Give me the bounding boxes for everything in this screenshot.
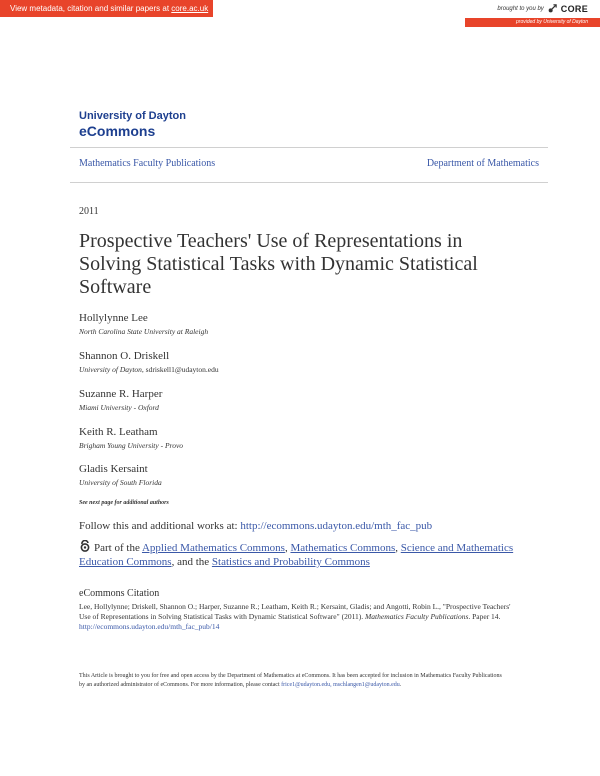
follow-link[interactable]: http://ecommons.udayton.edu/mth_fac_pub [240,520,433,532]
brought-by-text: brought to you by [497,5,544,12]
core-banner[interactable] [0,0,213,17]
part-of-prefix: Part of the [94,542,142,554]
author-1 [79,312,208,336]
author-affiliation: Miami University - Oxford [79,403,159,412]
author-name: Gladis Kersaint [79,463,148,475]
follow-works [79,520,432,532]
science-math-education-commons-link[interactable]: Science and Mathematics Education Commons [79,542,514,568]
open-access-icon [79,540,91,552]
author-name: Shannon O. Driskell [79,350,170,362]
core-word: CORE [560,3,588,14]
author-name: Keith R. Leatham [79,426,158,438]
citation-heading: eCommons Citation [79,588,160,599]
paper-title: Prospective Teachers' Use of Representations in Solving Statistical Tasks with Dynamic Statistical Software [79,230,478,298]
core-topbar [0,0,600,25]
part-of-commons: Part of the Applied Mathematics Commons, Mathematics Commons, Science and Mathematics Education Commons, and the Statistics and Probability Commons [79,542,514,568]
core-logo-icon [547,3,558,14]
author-4 [79,426,183,450]
provided-by: provided by University of Dayton [465,18,600,27]
author-name: Hollylynne Lee [79,312,148,324]
repository-name[interactable]: eCommons [79,123,156,139]
university-name: University of Dayton [79,110,186,122]
author-3 [79,388,162,412]
contact-emails[interactable]: frice1@udayton.edu, mschlangen1@udayton.edu [281,682,400,688]
citation-text: Lee, Hollylynne; Driskell, Shannon O.; Harper, Suzanne R.; Leatham, Keith R.; Kersaint, Gladis; and Angotti, Robin L., "Prospective Teachers' Use of Representations in Solving Statistical Tasks with Dynamic Statistical Software" (2011). Mathematics Faculty Publications. Paper 14. http://ecommons.udayton.edu/mth_fac_pub/14 [79,602,511,631]
citation-series: Mathematics Faculty Publications [365,612,469,621]
collection-link[interactable]: Mathematics Faculty Publications [79,158,216,169]
see-next-page-note: See next page for additional authors [79,500,169,506]
collection-nav [70,147,548,183]
author-5 [79,463,162,487]
author-name: Suzanne R. Harper [79,388,163,400]
author-affiliation: University of Dayton, sdriskell1@udayton.edu [79,365,219,374]
author-affiliation: University of South Florida [79,478,162,487]
citation-link[interactable]: http://ecommons.udayton.edu/mth_fac_pub/14 [79,622,220,631]
core-link[interactable]: core.ac.uk [171,4,209,13]
brought-by [497,3,588,14]
publication-year: 2011 [79,206,99,217]
author-affiliation: North Carolina State University at Raleigh [79,327,209,336]
author-2 [79,350,219,374]
author-affiliation: Brigham Young University - Provo [79,441,184,450]
repository-header [79,110,186,139]
core-banner-text: View metadata, citation and similar papers at [10,4,172,13]
author-email[interactable]: , sdriskell1@udayton.edu [141,365,219,374]
statistics-probability-commons-link[interactable]: Statistics and Probability Commons [211,556,370,568]
follow-text: Follow this and additional works at: [79,520,241,532]
access-notice: This Article is brought to you for free and open access by the Department of Mathematics at eCommons. It has been accepted for inclusion in Mathematics Faculty Publications by an authorized administrator of eCommons. For more information, please contact frice1@udayton.edu, mschlangen1@udayton.edu. [79,673,502,688]
applied-math-commons-link[interactable]: Applied Mathematics Commons [141,542,285,554]
department-link[interactable]: Department of Mathematics [426,158,539,169]
math-commons-link[interactable]: Mathematics Commons [290,542,396,554]
